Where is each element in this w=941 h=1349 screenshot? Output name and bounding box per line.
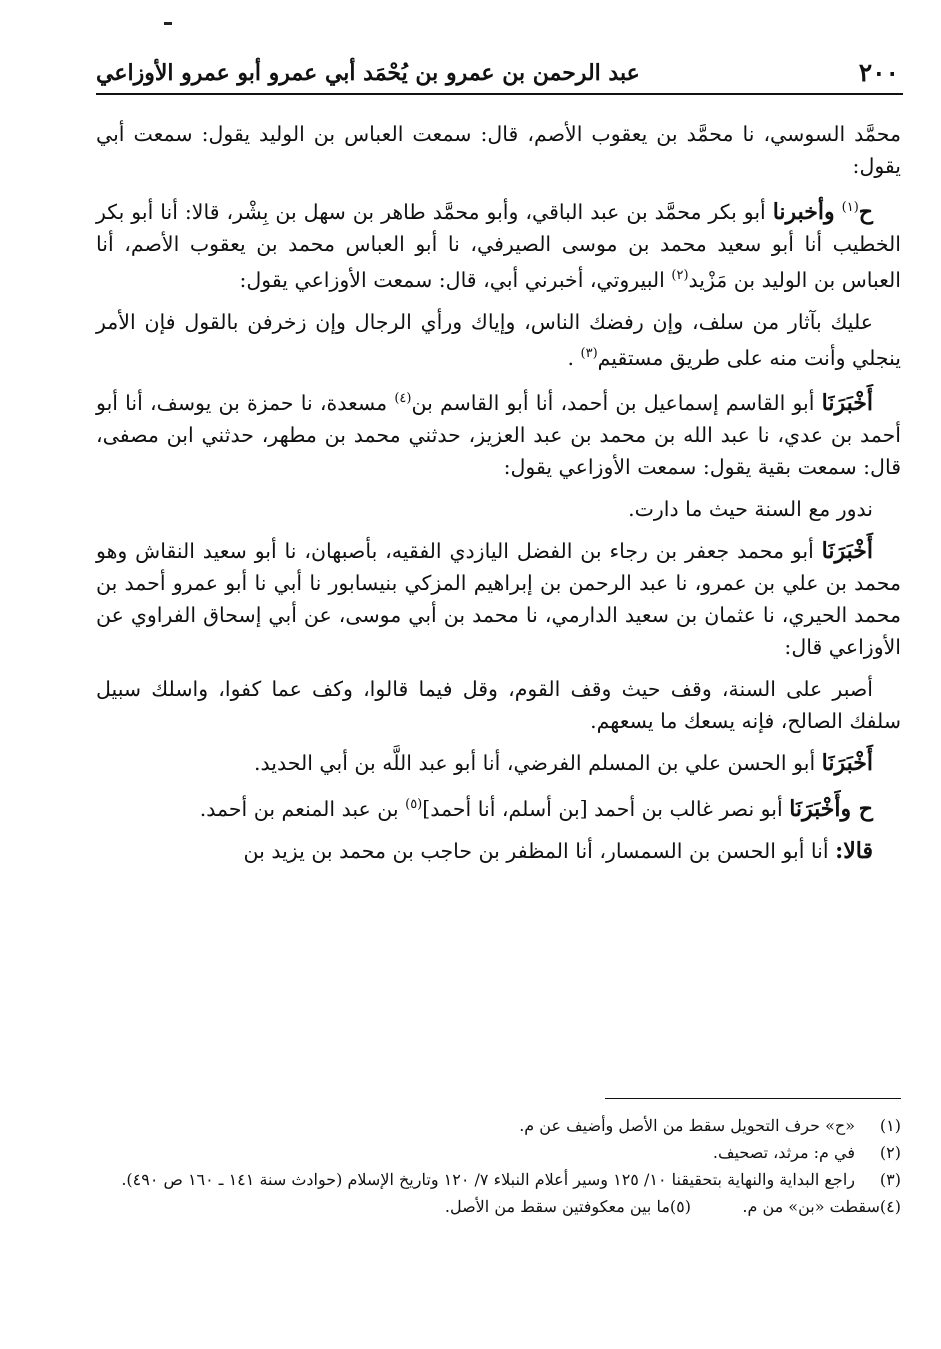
paragraph-9 <box>96 789 901 825</box>
footnote-ref-3: (٣) <box>580 345 598 361</box>
footnote-text: في م: مرثد، تصحيف. <box>712 1143 855 1162</box>
footnote-number: (١) <box>879 1116 901 1135</box>
paragraph-6 <box>96 535 901 663</box>
footnotes <box>96 1112 901 1220</box>
page-number: ٢٠٠ <box>858 58 899 87</box>
paragraph-9-text-1: أبو نصر غالب بن أحمد [بن أسلم، أنا أحمد] <box>422 797 783 822</box>
footnote-rule <box>605 1098 901 1099</box>
paragraph-2-lead-2: وأخبرنا <box>772 198 835 225</box>
running-title: عبد الرحمن بن عمرو بن يُحْمَد أبي عمرو أبو عمرو الأوزاعي <box>96 60 640 86</box>
footnote-text: ما بين معكوفتين سقط من الأصل. <box>444 1197 670 1216</box>
paragraph-1-text: محمَّد السوسي، نا محمَّد بن يعقوب الأصم، قال: سمعت العباس بن الوليد يقول: سمعت أبي يقول: <box>96 122 901 178</box>
paragraph-7 <box>96 673 901 737</box>
page-header <box>96 52 903 92</box>
main-text <box>96 118 901 877</box>
paragraph-10-lead: قالا: <box>835 838 873 865</box>
paragraph-4 <box>96 383 901 483</box>
footnote-number: (٣) <box>879 1170 901 1189</box>
footnote-5 <box>445 1193 691 1220</box>
paragraph-5-text: ندور مع السنة حيث ما دارت. <box>628 497 873 522</box>
footnote-4 <box>691 1193 901 1220</box>
paragraph-4-text-2: مسعدة، نا حمزة بن يوسف، أنا أبو أحمد بن عدي، نا عبد الله بن محمد بن عبد العزيز، حدثني محمد بن مطهر، حدثني ابن مصفى، قال: سمعت بقية يقول: سمعت الأوزاعي يقول: <box>96 391 901 480</box>
footnote-ref-4: (٤) <box>394 391 412 407</box>
header-rule <box>96 93 903 95</box>
paragraph-5 <box>96 493 901 525</box>
footnote-1 <box>96 1112 901 1139</box>
footnote-ref-1: (١) <box>841 200 859 215</box>
paragraph-9-text-2: بن عبد المنعم بن أحمد. <box>199 797 399 822</box>
paragraph-4-lead: أَخْبَرَنَا <box>821 390 873 417</box>
paragraph-8-text: أبو الحسن علي بن المسلم الفرضي، أنا أبو عبد اللَّه بن أبي الحديد. <box>253 751 816 776</box>
footnote-number: (٢) <box>879 1143 901 1162</box>
scan-mark <box>164 22 172 25</box>
paragraph-6-text: أبو محمد جعفر بن رجاء بن الفضل اليازدي الفقيه، بأصبهان، نا أبو سعيد النقاش وهو محمد بن علي بن عمرو، نا عبد الرحمن بن إبراهيم المزكي بنيسابور نا أبي نا أبو عمرو أحمد بن محمد الحيري، نا عثمان بن سعيد الدارمي، نا محمد بن أبي موسى، عن أبي إسحاق الفراوي عن الأوزاعي قال: <box>96 539 901 660</box>
paragraph-7-text: أصبر على السنة، وقف حيث وقف القوم، وقل فيما قالوا، وكف عما كفوا، واسلك سبيل سلفك الصالح، فإنه يسعك ما يسعهم. <box>96 677 901 734</box>
footnote-pair <box>96 1193 901 1220</box>
paragraph-2 <box>96 192 901 296</box>
paragraph-9-lead: ح وأَخْبَرَنَا <box>789 796 873 823</box>
paragraph-4-text-1: أبو القاسم إسماعيل بن أحمد، أنا أبو القاسم بن <box>411 391 815 416</box>
footnote-number: (٥) <box>669 1197 691 1216</box>
paragraph-6-lead: أَخْبَرَنَا <box>821 538 873 565</box>
paragraph-2-text-2: البيروتي، أخبرني أبي، قال: سمعت الأوزاعي يقول: <box>239 267 665 292</box>
paragraph-3-text: عليك بآثار من سلف، وإن رفضك الناس، وإياك ورأي الرجال وإن زخرفن بالقول فإن الأمر ينجلي وأنت منه على طريق مستقيم <box>96 309 901 370</box>
paragraph-8-lead: أَخْبَرَنَا <box>821 750 873 777</box>
footnote-text: سقطت «بن» من م. <box>742 1197 880 1216</box>
paragraph-3-end: . <box>567 345 574 370</box>
footnote-ref-2: (٢) <box>671 267 689 283</box>
footnote-3 <box>96 1166 901 1193</box>
paragraph-8 <box>96 747 901 779</box>
footnote-number: (٤) <box>879 1197 901 1216</box>
paragraph-10 <box>96 835 901 867</box>
paragraph-2-text-1: أبو بكر محمَّد بن عبد الباقي، وأبو محمَّد طاهر بن سهل بن بِشْر، قالا: أنا أبو بكر الخطيب أنا أبو سعيد محمد بن موسى الصيرفي، نا أبو العباس محمد بن يعقوب الأصم، أنا العباس بن الوليد بن مَزْيد <box>96 199 901 292</box>
footnote-2 <box>96 1139 901 1166</box>
paragraph-10-text: أنا أبو الحسن بن السمسار، أنا المظفر بن حاجب بن محمد بن يزيد بن <box>243 839 829 864</box>
footnote-text: «ح» حرف التحويل سقط من الأصل وأضيف عن م. <box>519 1116 855 1135</box>
paragraph-1 <box>96 118 901 182</box>
footnote-text: راجع البداية والنهاية بتحقيقنا ١٠/ ١٢٥ وسير أعلام النبلاء ٧/ ١٢٠ وتاريخ الإسلام (حوادث سنة ١٤١ ـ ١٦٠ ص ٤٩٠). <box>121 1170 855 1189</box>
paragraph-3 <box>96 306 901 374</box>
paragraph-2-lead: ح <box>858 198 873 225</box>
footnote-ref-5: (٥) <box>405 797 423 813</box>
